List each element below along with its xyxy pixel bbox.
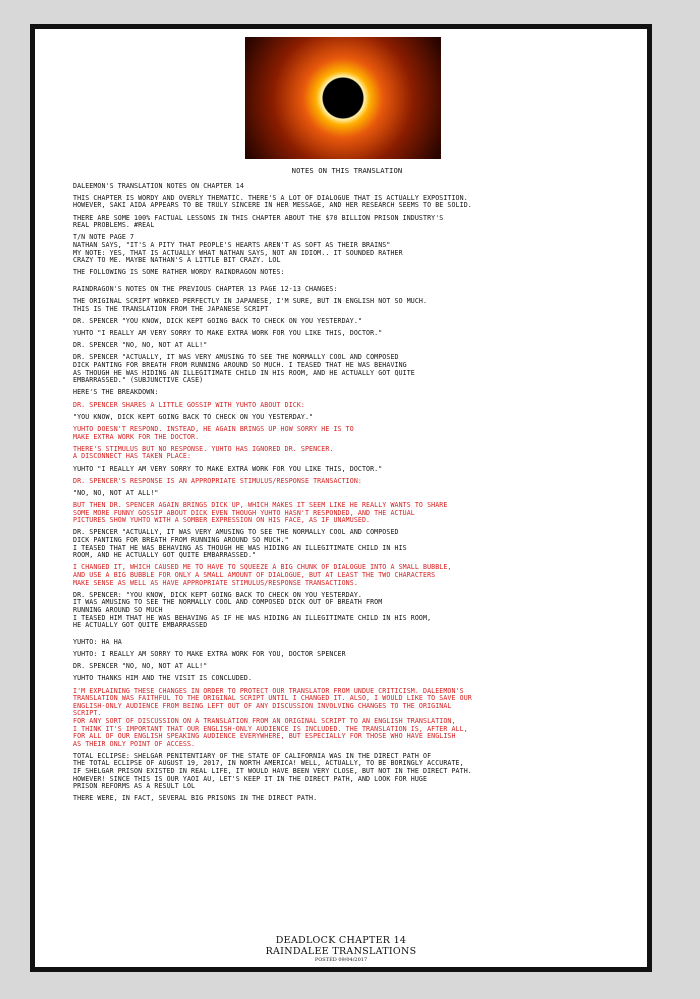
translation-notes-page xyxy=(30,24,652,972)
note-paragraph: THERE ARE SOME 100% FACTUAL LESSONS IN THIS CHAPTER ABOUT THE $70 BILLION PRISON INDUSTRY'S REAL PROBLEMS. #REAL xyxy=(73,213,444,230)
note-paragraph: BUT THEN DR. SPENCER AGAIN BRINGS DICK UP, WHICH MAKES IT SEEM LIKE HE REALLY WANTS TO SHARE SOME MORE FUNNY GOSSIP ABOUT DICK EVEN THOUGH YUHTO HASN'T RESPONDED, AND THE ACTUAL PICTURES SHOW YUHTO WITH A SOMBER EXPRESSION ON HIS FACE, AS IF UNAMUSED. xyxy=(73,501,448,525)
note-paragraph: YUHTO "I REALLY AM VERY SORRY TO MAKE EXTRA WORK FOR YOU LIKE THIS, DOCTOR." xyxy=(73,329,383,338)
note-paragraph: DR. SPENCER "NO, NO, NOT AT ALL!" xyxy=(73,662,208,671)
solar-eclipse-image xyxy=(245,37,441,159)
note-paragraph: THE FOLLOWING IS SOME RATHER WORDY RAINDRAGON NOTES: xyxy=(73,268,285,277)
note-paragraph: THIS CHAPTER IS WORDY AND OVERLY THEMATIC. THERE'S A LOT OF DIALOGUE THAT IS ACTUALLY EXPOSITION. HOWEVER, SAKI AIDA APPEARS TO BE TRULY SINCERE IN HER MESSAGE, AND HER RESEARCH SEEMS TO BE SOLID. xyxy=(73,193,472,210)
note-paragraph: DR. SPENCER: "YOU KNOW, DICK KEPT GOING BACK TO CHECK ON YOU YESTERDAY. IT WAS AMUSING TO SEE THE NORMALLY COOL AND COMPOSED DICK OUT OF BREATH FROM RUNNING AROUND SO MUCH I TEASED HIM THAT HE WAS BEHAVING AS IF HE WAS HIDING AN ILLEGITIMATE CHILD IN HIS ROOM, HE ACTUALLY GOT QUITE EMBARRASSED xyxy=(73,590,432,630)
note-paragraph: "NO, NO, NOT AT ALL!" xyxy=(73,488,159,497)
note-paragraph: I'M EXPLAINING THESE CHANGES IN ORDER TO PROTECT OUR TRANSLATOR FROM UNDUE CRITICISM. DALEEMON'S TRANSLATION WAS FAITHFUL TO THE ORIGINAL SCRIPT UNTIL I CHANGED IT. ALSO, I WOULD LIKE TO SAVE OUR ENGLISH-ONLY AUDIENCE FROM BEING LEFT OUT OF ANY DISCUSSION INVOLVING CHANGES TO THE ORIGINAL SCRIPT. FOR ANY SORT OF DISCUSSION ON A TRANSLATION FROM AN ORIGINAL SCRIPT TO AN ENGLISH TRANSLATION, I THINK IT'S IMPORTANT THAT OUR ENGLISH-ONLY AUDIENCE IS INCLUDED. THE TRANSLATION IS, AFTER ALL, FOR ALL OF OUR ENGLISH SPEAKING AUDIENCE EVERYWHERE, BUT ESPECIALLY FOR THOSE WHO HAVE ENGLISH AS THEIR ONLY POINT OF ACCESS. xyxy=(73,686,472,748)
footer-group: RAINDALEE TRANSLATIONS xyxy=(265,946,417,957)
note-paragraph: DALEEMON'S TRANSLATION NOTES ON CHAPTER 14 xyxy=(73,181,244,190)
note-paragraph: I CHANGED IT, WHICH CAUSED ME TO HAVE TO SQUEEZE A BIG CHUNK OF DIALOGUE INTO A SMALL BUBBLE, AND USE A BIG BUBBLE FOR ONLY A SMALL AMOUNT OF DIALOGUE, BUT AT LEAST THE TWO CHARACTERS MAKE SENSE AS WELL AS HAVE APPROPRIATE STIMULUS/RESPONSE TRANSACTIONS. xyxy=(73,563,452,587)
note-paragraph: DR. SPENCER'S RESPONSE IS AN APPROPRIATE STIMULUS/RESPONSE TRANSACTION: xyxy=(73,476,362,485)
note-paragraph: DR. SPENCER "ACTUALLY, IT WAS VERY AMUSING TO SEE THE NORMALLY COOL AND COMPOSED DICK PANTING FOR BREATH FROM RUNNING AROUND SO MUCH. I TEASED THAT HE WAS BEHAVING AS THOUGH HE WAS HIDING AN ILLEGITIMATE CHILD IN HIS ROOM, AND HE ACTUALLY GOT QUITE EMBARRASSED." (SUBJUNCTIVE CASE) xyxy=(73,353,415,385)
note-paragraph: RAINDRAGON'S NOTES ON THE PREVIOUS CHAPTER 13 PAGE 12-13 CHANGES: xyxy=(73,284,338,293)
note-paragraph: NOTES ON THIS TRANSLATION xyxy=(291,166,403,175)
footer xyxy=(35,935,647,964)
note-paragraph: YUHTO "I REALLY AM VERY SORRY TO MAKE EXTRA WORK FOR YOU LIKE THIS, DOCTOR." xyxy=(73,464,383,473)
notes-body xyxy=(73,167,621,808)
footer-posted-date: POSTED 09/04/2017 xyxy=(314,957,368,963)
note-paragraph: YUHTO THANKS HIM AND THE VISIT IS CONCLUDED. xyxy=(73,674,253,683)
note-paragraph: THE ORIGINAL SCRIPT WORKED PERFECTLY IN JAPANESE, I'M SURE, BUT IN ENGLISH NOT SO MUCH. THIS IS THE TRANSLATION FROM THE JAPANESE SCRIPT xyxy=(73,297,428,313)
note-paragraph: "YOU KNOW, DICK KEPT GOING BACK TO CHECK ON YOU YESTERDAY." xyxy=(73,412,314,421)
note-paragraph: TOTAL ECLIPSE: SHELGAR PENITENTIARY OF THE STATE OF CALIFORNIA WAS IN THE DIRECT PATH OF THE TOTAL ECLIPSE OF AUGUST 19, 2017, IN NORTH AMERICA! WELL, ACTUALLY, TO BE BORINGLY ACCURATE, IF SHELGAR PRISON EXISTED IN REAL LIFE, IT WOULD HAVE BEEN VERY CLOSE, BUT NOT IN THE DIRECT PATH. HOWEVER! SINCE THIS IS OUR YAOI AU, LET'S KEEP IT IN THE DIRECT PATH, AND LOOK FOR HUGE PRISON REFORMS AS A RESULT LOL xyxy=(73,751,472,791)
note-paragraph: HERE'S THE BREAKDOWN: xyxy=(73,388,159,397)
note-paragraph: THERE WERE, IN FACT, SEVERAL BIG PRISONS IN THE DIRECT PATH. xyxy=(73,794,318,803)
note-paragraph: YUHTO DOESN'T RESPOND. INSTEAD, HE AGAIN BRINGS UP HOW SORRY HE IS TO MAKE EXTRA WORK FOR THE DOCTOR. xyxy=(73,424,354,441)
note-paragraph: THERE'S STIMULUS BUT NO RESPONSE. YUHTO HAS IGNORED DR. SPENCER. A DISCONNECT HAS TAKEN PLACE: xyxy=(73,444,334,461)
note-paragraph: YUHTO: I REALLY AM SORRY TO MAKE EXTRA WORK FOR YOU, DOCTOR SPENCER xyxy=(73,649,346,658)
note-paragraph: T/N NOTE PAGE 7 NATHAN SAYS, "IT'S A PITY THAT PEOPLE'S HEARTS AREN'T AS SOFT AS THEIR BRAINS" MY NOTE: YES, THAT IS ACTUALLY WHAT NATHAN SAYS, NOT AN IDIOM.. IT SOUNDED RATHER CRAZY TO ME. MAYBE NATHAN'S A LITTLE BIT CRAZY. LOL xyxy=(73,233,403,265)
note-paragraph: YUHTO: HA HA xyxy=(73,637,122,646)
note-paragraph: DR. SPENCER SHARES A LITTLE GOSSIP WITH YUHTO ABOUT DICK: xyxy=(73,400,305,409)
footer-chapter: DEADLOCK CHAPTER 14 xyxy=(275,935,407,946)
note-paragraph: DR. SPENCER "ACTUALLY, IT WAS VERY AMUSING TO SEE THE NORMALLY COOL AND COMPOSED DICK PANTING FOR BREATH FROM RUNNING AROUND SO MUCH." I TEASED THAT HE WAS BEHAVING AS THOUGH HE WAS HIDING AN ILLEGITIMATE CHILD IN HIS ROOM, AND HE ACTUALLY GOT QUITE EMBARRASSED." xyxy=(73,528,407,560)
note-paragraph: DR. SPENCER "YOU KNOW, DICK KEPT GOING BACK TO CHECK ON YOU YESTERDAY." xyxy=(73,316,362,325)
note-paragraph: DR. SPENCER "NO, NO, NOT AT ALL!" xyxy=(73,341,208,350)
